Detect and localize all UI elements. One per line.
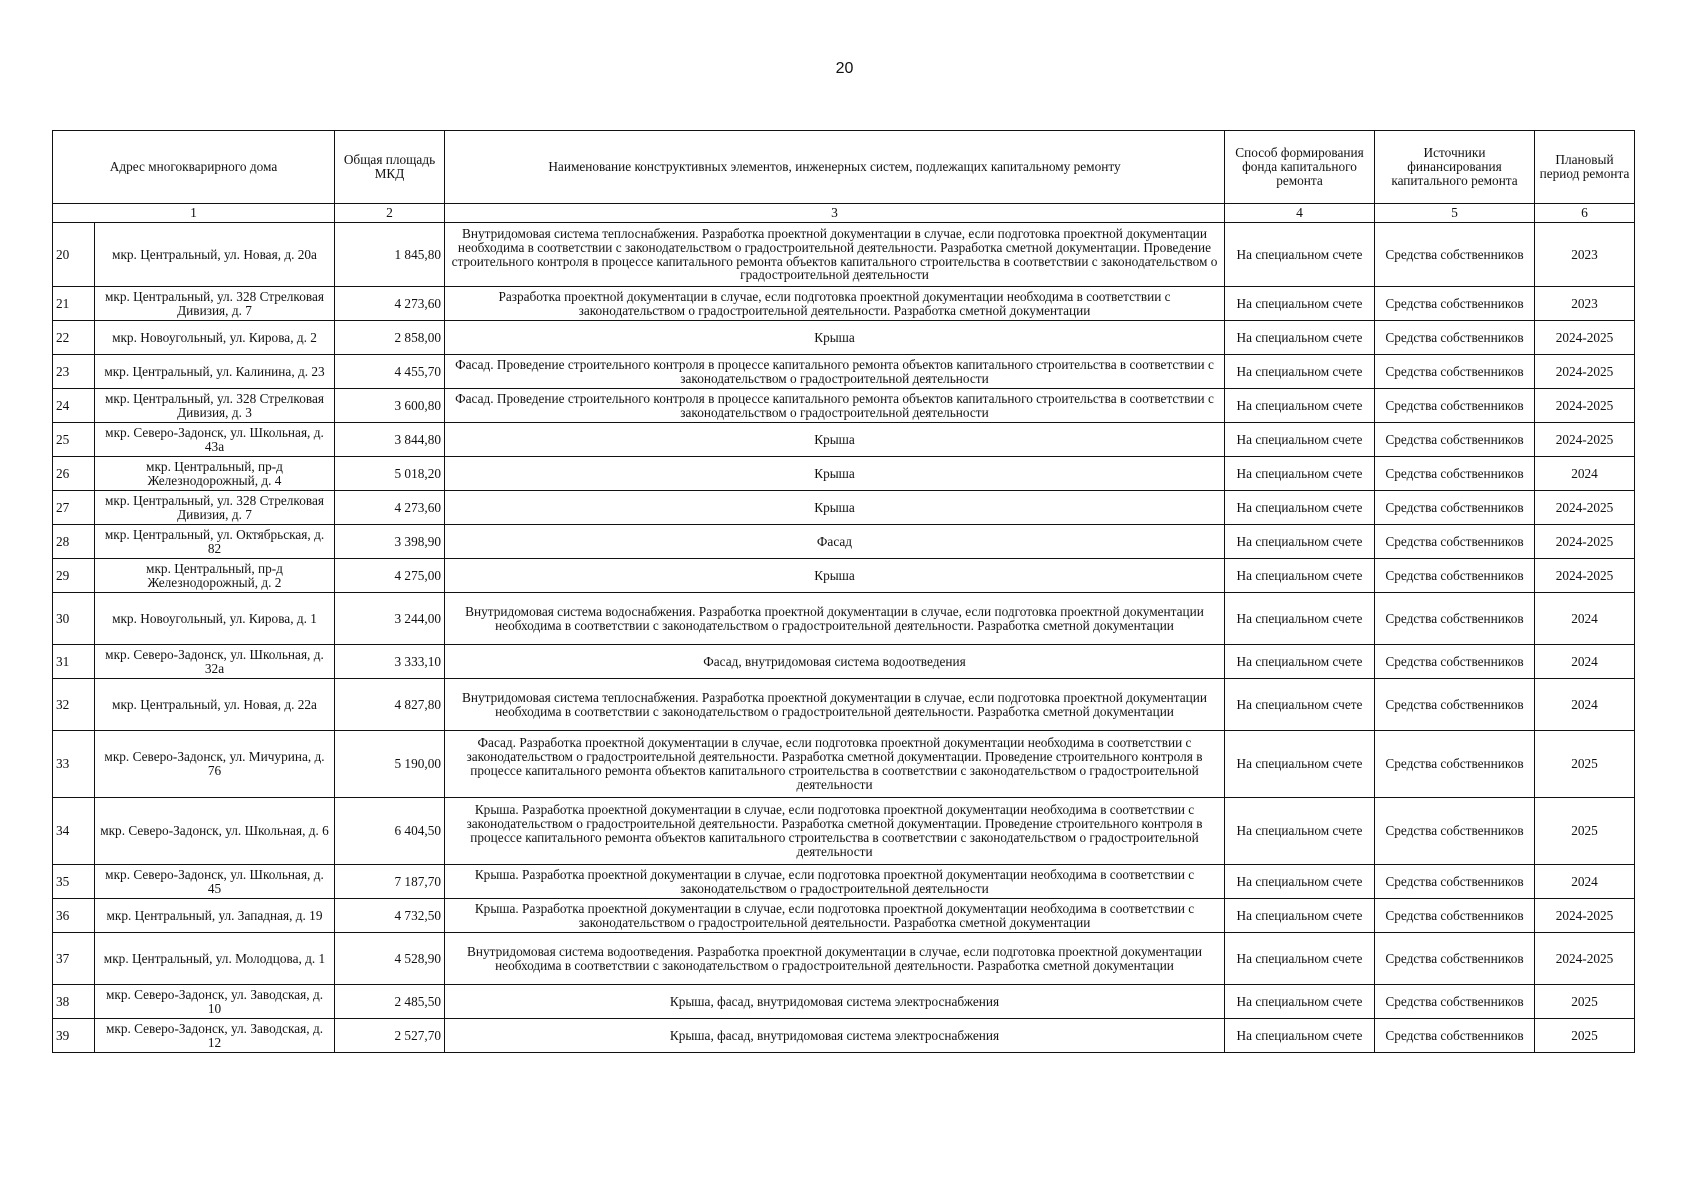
row-funding-method: На специальном счете [1225, 731, 1375, 798]
table-row [53, 287, 1635, 321]
row-address: мкр. Центральный, ул. Новая, д. 22а [95, 679, 335, 731]
row-planned-period: 2024-2025 [1535, 355, 1635, 389]
column-number-row [53, 204, 1635, 223]
row-number: 33 [53, 731, 95, 798]
row-elements: Крыша [445, 457, 1225, 491]
table-row [53, 559, 1635, 593]
table-row [53, 491, 1635, 525]
row-funding-method: На специальном счете [1225, 457, 1375, 491]
row-funding-method: На специальном счете [1225, 321, 1375, 355]
row-elements: Внутридомовая система теплоснабжения. Разработка проектной документации в случае, если подготовка проектной документации необходима в соответствии с законодательством о градостроительной деятельности. Разработка сметной документации. Проведение строительного контроля в процессе капитального ремонта объектов капитального строительства в соответствии с законодательством о градостроительной деятельности [445, 223, 1225, 287]
row-planned-period: 2024 [1535, 457, 1635, 491]
row-area: 2 485,50 [335, 985, 445, 1019]
row-funding-source: Средства собственников [1375, 321, 1535, 355]
row-funding-method: На специальном счете [1225, 1019, 1375, 1053]
table-row [53, 355, 1635, 389]
row-address: мкр. Центральный, ул. 328 Стрелковая Дивизия, д. 3 [95, 389, 335, 423]
row-number: 37 [53, 933, 95, 985]
row-elements: Разработка проектной документации в случае, если подготовка проектной документации необходима в соответствии с законодательством о градостроительной деятельности. Разработка сметной документации [445, 287, 1225, 321]
row-elements: Крыша. Разработка проектной документации в случае, если подготовка проектной документации необходима в соответствии с законодательством о градостроительной деятельности. Разработка сметной документации [445, 899, 1225, 933]
table-row [53, 525, 1635, 559]
row-elements: Внутридомовая система водоснабжения. Разработка проектной документации в случае, если подготовка проектной документации необходима в соответствии с законодательством о градостроительной деятельности. Разработка сметной документации [445, 593, 1225, 645]
row-funding-source: Средства собственников [1375, 457, 1535, 491]
row-planned-period: 2024-2025 [1535, 933, 1635, 985]
row-address: мкр. Северо-Задонск, ул. Мичурина, д. 76 [95, 731, 335, 798]
row-address: мкр. Центральный, ул. Западная, д. 19 [95, 899, 335, 933]
row-funding-source: Средства собственников [1375, 1019, 1535, 1053]
row-number: 28 [53, 525, 95, 559]
row-number: 23 [53, 355, 95, 389]
row-address: мкр. Центральный, пр-д Железнодорожный, д. 2 [95, 559, 335, 593]
row-area: 5 190,00 [335, 731, 445, 798]
table-body [53, 223, 1635, 1053]
row-address: мкр. Центральный, ул. Новая, д. 20а [95, 223, 335, 287]
table-row [53, 645, 1635, 679]
header-period: Плановый период ремонта [1535, 131, 1635, 204]
row-funding-source: Средства собственников [1375, 593, 1535, 645]
row-number: 21 [53, 287, 95, 321]
row-area: 3 600,80 [335, 389, 445, 423]
row-number: 36 [53, 899, 95, 933]
row-planned-period: 2024-2025 [1535, 525, 1635, 559]
row-elements: Фасад. Проведение строительного контроля в процессе капитального ремонта объектов капитального строительства в соответствии с законодательством о градостроительной деятельности [445, 389, 1225, 423]
row-elements: Внутридомовая система теплоснабжения. Разработка проектной документации в случае, если подготовка проектной документации необходима в соответствии с законодательством о градостроительной деятельности. Разработка сметной документации [445, 679, 1225, 731]
row-planned-period: 2025 [1535, 985, 1635, 1019]
row-funding-source: Средства собственников [1375, 525, 1535, 559]
row-area: 4 455,70 [335, 355, 445, 389]
row-number: 30 [53, 593, 95, 645]
row-area: 3 844,80 [335, 423, 445, 457]
row-funding-method: На специальном счете [1225, 389, 1375, 423]
row-elements: Фасад, внутридомовая система водоотведения [445, 645, 1225, 679]
row-area: 4 732,50 [335, 899, 445, 933]
row-elements: Крыша [445, 321, 1225, 355]
row-funding-method: На специальном счете [1225, 985, 1375, 1019]
row-planned-period: 2025 [1535, 731, 1635, 798]
row-number: 34 [53, 798, 95, 865]
row-elements: Крыша [445, 423, 1225, 457]
row-funding-source: Средства собственников [1375, 798, 1535, 865]
row-elements: Крыша, фасад, внутридомовая система электроснабжения [445, 985, 1225, 1019]
row-address: мкр. Новоугольный, ул. Кирова, д. 2 [95, 321, 335, 355]
row-planned-period: 2024-2025 [1535, 559, 1635, 593]
table-row [53, 423, 1635, 457]
page-number: 20 [835, 60, 854, 77]
row-planned-period: 2024-2025 [1535, 491, 1635, 525]
row-planned-period: 2024-2025 [1535, 899, 1635, 933]
table-row [53, 798, 1635, 865]
row-funding-method: На специальном счете [1225, 798, 1375, 865]
table-row [53, 985, 1635, 1019]
column-number: 4 [1225, 204, 1375, 223]
row-funding-method: На специальном счете [1225, 933, 1375, 985]
row-address: мкр. Центральный, ул. Молодцова, д. 1 [95, 933, 335, 985]
table-row [53, 321, 1635, 355]
row-planned-period: 2025 [1535, 798, 1635, 865]
row-address: мкр. Северо-Задонск, ул. Школьная, д. 43а [95, 423, 335, 457]
row-number: 27 [53, 491, 95, 525]
row-elements: Фасад. Проведение строительного контроля в процессе капитального ремонта объектов капитального строительства в соответствии с законодательством о градостроительной деятельности [445, 355, 1225, 389]
row-funding-method: На специальном счете [1225, 645, 1375, 679]
row-planned-period: 2023 [1535, 223, 1635, 287]
row-funding-source: Средства собственников [1375, 899, 1535, 933]
table-row [53, 865, 1635, 899]
table-row [53, 899, 1635, 933]
row-area: 5 018,20 [335, 457, 445, 491]
row-elements: Фасад [445, 525, 1225, 559]
header-area: Общая площадь МКД [335, 131, 445, 204]
row-funding-method: На специальном счете [1225, 593, 1375, 645]
header-elements: Наименование конструктивных элементов, инженерных систем, подлежащих капитальному ремонту [445, 131, 1225, 204]
header-source: Источники финансирования капитального ремонта [1375, 131, 1535, 204]
row-funding-source: Средства собственников [1375, 985, 1535, 1019]
row-area: 4 275,00 [335, 559, 445, 593]
row-number: 26 [53, 457, 95, 491]
row-funding-method: На специальном счете [1225, 899, 1375, 933]
row-address: мкр. Северо-Задонск, ул. Заводская, д. 12 [95, 1019, 335, 1053]
row-funding-method: На специальном счете [1225, 559, 1375, 593]
row-area: 7 187,70 [335, 865, 445, 899]
column-number: 2 [335, 204, 445, 223]
row-area: 3 244,00 [335, 593, 445, 645]
row-address: мкр. Северо-Задонск, ул. Школьная, д. 32а [95, 645, 335, 679]
row-planned-period: 2024-2025 [1535, 321, 1635, 355]
row-number: 38 [53, 985, 95, 1019]
row-funding-source: Средства собственников [1375, 731, 1535, 798]
row-number: 25 [53, 423, 95, 457]
table-row [53, 593, 1635, 645]
row-elements: Крыша. Разработка проектной документации в случае, если подготовка проектной документации необходима в соответствии с законодательством о градостроительной деятельности. Разработка сметной документации. Проведение строительного контроля в процессе капитального ремонта объектов капитального строительства в соответствии с законодательством о градостроительной деятельности [445, 798, 1225, 865]
row-address: мкр. Центральный, ул. 328 Стрелковая Дивизия, д. 7 [95, 491, 335, 525]
row-number: 39 [53, 1019, 95, 1053]
table-row [53, 731, 1635, 798]
row-funding-source: Средства собственников [1375, 223, 1535, 287]
row-number: 24 [53, 389, 95, 423]
row-area: 4 827,80 [335, 679, 445, 731]
column-number: 6 [1535, 204, 1635, 223]
row-address: мкр. Центральный, ул. Октябрьская, д. 82 [95, 525, 335, 559]
row-funding-method: На специальном счете [1225, 223, 1375, 287]
row-funding-method: На специальном счете [1225, 491, 1375, 525]
capital-repair-table [52, 130, 1635, 1053]
row-address: мкр. Центральный, ул. Калинина, д. 23 [95, 355, 335, 389]
row-address: мкр. Северо-Задонск, ул. Школьная, д. 6 [95, 798, 335, 865]
row-funding-source: Средства собственников [1375, 559, 1535, 593]
row-funding-method: На специальном счете [1225, 679, 1375, 731]
row-funding-method: На специальном счете [1225, 423, 1375, 457]
row-funding-source: Средства собственников [1375, 491, 1535, 525]
row-address: мкр. Северо-Задонск, ул. Заводская, д. 10 [95, 985, 335, 1019]
row-area: 6 404,50 [335, 798, 445, 865]
row-planned-period: 2024 [1535, 679, 1635, 731]
row-area: 4 528,90 [335, 933, 445, 985]
table-row [53, 223, 1635, 287]
row-planned-period: 2023 [1535, 287, 1635, 321]
header-address: Адрес многокварирного дома [53, 131, 335, 204]
row-area: 4 273,60 [335, 491, 445, 525]
row-number: 29 [53, 559, 95, 593]
row-funding-source: Средства собственников [1375, 423, 1535, 457]
row-number: 32 [53, 679, 95, 731]
row-funding-source: Средства собственников [1375, 933, 1535, 985]
row-planned-period: 2024-2025 [1535, 423, 1635, 457]
row-funding-source: Средства собственников [1375, 679, 1535, 731]
row-funding-source: Средства собственников [1375, 865, 1535, 899]
row-number: 31 [53, 645, 95, 679]
row-planned-period: 2024 [1535, 865, 1635, 899]
table-row [53, 679, 1635, 731]
row-funding-source: Средства собственников [1375, 389, 1535, 423]
row-area: 1 845,80 [335, 223, 445, 287]
table-row [53, 389, 1635, 423]
row-area: 2 858,00 [335, 321, 445, 355]
column-number: 5 [1375, 204, 1535, 223]
row-planned-period: 2024 [1535, 593, 1635, 645]
row-elements: Фасад. Разработка проектной документации в случае, если подготовка проектной документации необходима в соответствии с законодательством о градостроительной деятельности. Разработка сметной документации. Проведение строительного контроля в процессе капитального ремонта объектов капитального строительства в соответствии с законодательством о градостроительной деятельности [445, 731, 1225, 798]
row-elements: Крыша [445, 491, 1225, 525]
table-row [53, 1019, 1635, 1053]
row-funding-source: Средства собственников [1375, 645, 1535, 679]
row-elements: Крыша. Разработка проектной документации в случае, если подготовка проектной документации необходима в соответствии с законодательством о градостроительной деятельности [445, 865, 1225, 899]
column-number: 1 [53, 204, 335, 223]
table-header-row [53, 131, 1635, 204]
row-planned-period: 2024 [1535, 645, 1635, 679]
header-method: Способ формирования фонда капитального ремонта [1225, 131, 1375, 204]
row-address: мкр. Новоугольный, ул. Кирова, д. 1 [95, 593, 335, 645]
table-row [53, 457, 1635, 491]
column-number: 3 [445, 204, 1225, 223]
row-address: мкр. Центральный, пр-д Железнодорожный, д. 4 [95, 457, 335, 491]
row-address: мкр. Центральный, ул. 328 Стрелковая Дивизия, д. 7 [95, 287, 335, 321]
row-funding-method: На специальном счете [1225, 525, 1375, 559]
row-area: 4 273,60 [335, 287, 445, 321]
row-elements: Крыша, фасад, внутридомовая система электроснабжения [445, 1019, 1225, 1053]
row-planned-period: 2025 [1535, 1019, 1635, 1053]
row-area: 3 398,90 [335, 525, 445, 559]
row-number: 20 [53, 223, 95, 287]
row-area: 3 333,10 [335, 645, 445, 679]
row-funding-method: На специальном счете [1225, 865, 1375, 899]
row-funding-source: Средства собственников [1375, 355, 1535, 389]
row-elements: Внутридомовая система водоотведения. Разработка проектной документации в случае, если подготовка проектной документации необходима в соответствии с законодательством о градостроительной деятельности. Разработка сметной документации [445, 933, 1225, 985]
row-area: 2 527,70 [335, 1019, 445, 1053]
row-address: мкр. Северо-Задонск, ул. Школьная, д. 45 [95, 865, 335, 899]
row-funding-method: На специальном счете [1225, 287, 1375, 321]
row-funding-source: Средства собственников [1375, 287, 1535, 321]
row-elements: Крыша [445, 559, 1225, 593]
table-row [53, 933, 1635, 985]
row-funding-method: На специальном счете [1225, 355, 1375, 389]
row-planned-period: 2024-2025 [1535, 389, 1635, 423]
row-number: 35 [53, 865, 95, 899]
row-number: 22 [53, 321, 95, 355]
